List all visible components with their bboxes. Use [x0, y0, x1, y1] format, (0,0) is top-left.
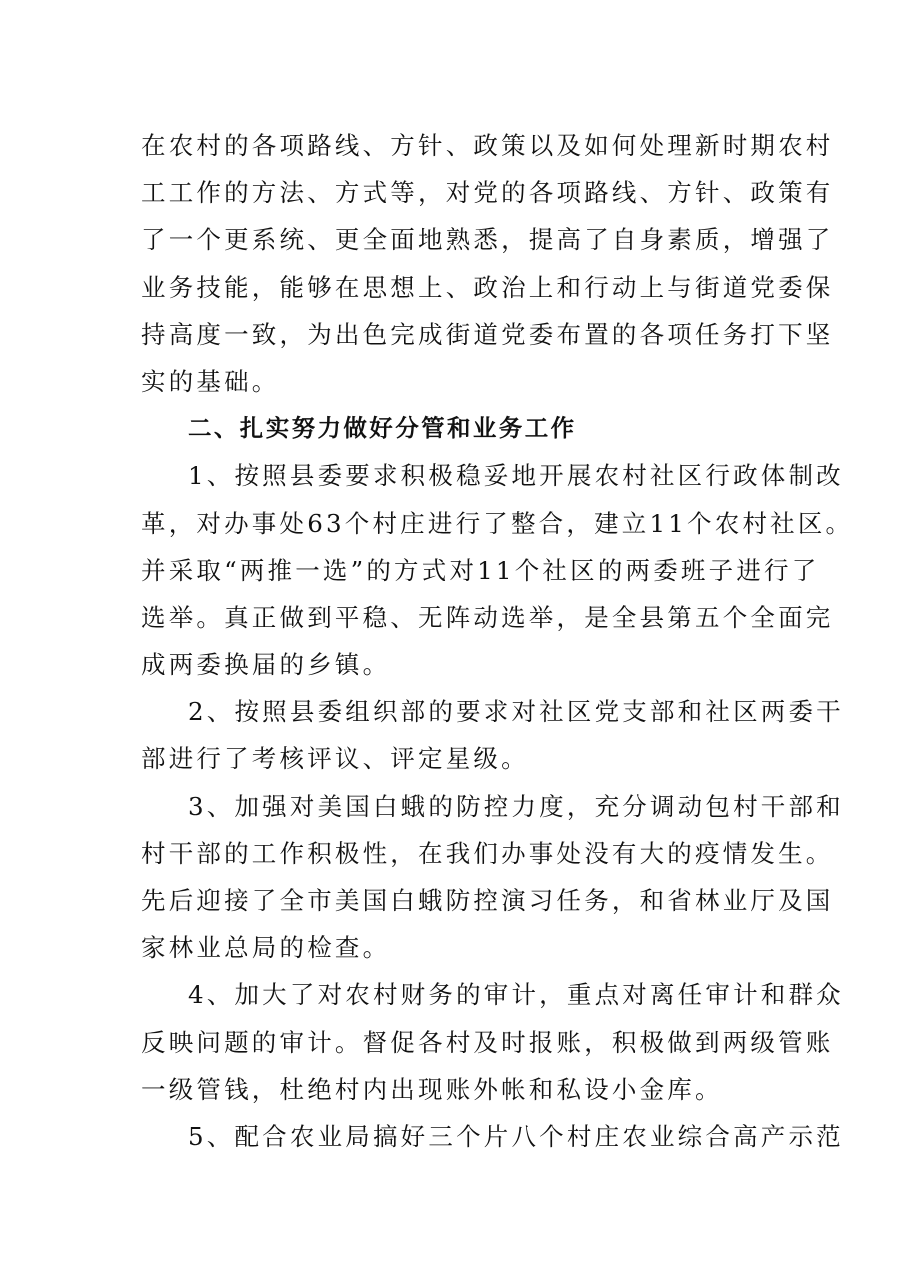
paragraph-line: 实的基础。: [141, 366, 280, 396]
section-heading: 二、扎实努力做好分管和业务工作: [188, 414, 577, 443]
paragraph-line: 了一个更系统、更全面地熟悉，提高了自身素质，增强了: [141, 225, 834, 255]
paragraph-line: 业务技能，能够在思想上、政治上和行动上与街道党委保: [141, 272, 834, 302]
paragraph-line: 并采取“两推一选”的方式对11个社区的两委班子进行了: [141, 555, 820, 585]
paragraph-line: 持高度一致，为出色完成街道党委布置的各项任务打下坚: [141, 319, 834, 349]
list-item-4-line: 4、加大了对农村财务的审计，重点对离任审计和群众: [188, 980, 844, 1010]
list-item-1-line: 1、按照县委要求积极稳妥地开展农村社区行政体制改: [188, 461, 844, 491]
paragraph-line: 工工作的方法、方式等，对党的各项路线、方针、政策有: [141, 178, 834, 208]
list-item-5-line: 5、配合农业局搞好三个片八个村庄农业综合高产示范: [188, 1121, 844, 1151]
list-item-3-line: 3、加强对美国白蛾的防控力度，充分调动包村干部和: [188, 791, 844, 821]
document-body: [141, 122, 854, 1160]
paragraph-line: 部进行了考核评议、评定星级。: [141, 744, 529, 774]
paragraph-line: 一级管钱，杜绝村内出现账外帐和私设小金库。: [141, 1074, 723, 1104]
paragraph-line: 选举。真正做到平稳、无阵动选举，是全县第五个全面完: [141, 602, 834, 632]
paragraph-line: 革，对办事处63个村庄进行了整合，建立11个农村社区。: [141, 508, 854, 538]
paragraph-line: 反映问题的审计。督促各村及时报账，积极做到两级管账: [141, 1027, 834, 1057]
paragraph-line: 在农村的各项路线、方针、政策以及如何处理新时期农村: [141, 131, 834, 160]
paragraph-line: 村干部的工作积极性，在我们办事处没有大的疫情发生。: [141, 838, 834, 868]
paragraph-line: 成两委换届的乡镇。: [141, 650, 391, 680]
paragraph-line: 家林业总局的检查。: [141, 933, 391, 963]
list-item-2-line: 2、按照县委组织部的要求对社区党支部和社区两委干: [188, 697, 844, 727]
paragraph-line: 先后迎接了全市美国白蛾防控演习任务，和省林业厅及国: [141, 886, 834, 915]
